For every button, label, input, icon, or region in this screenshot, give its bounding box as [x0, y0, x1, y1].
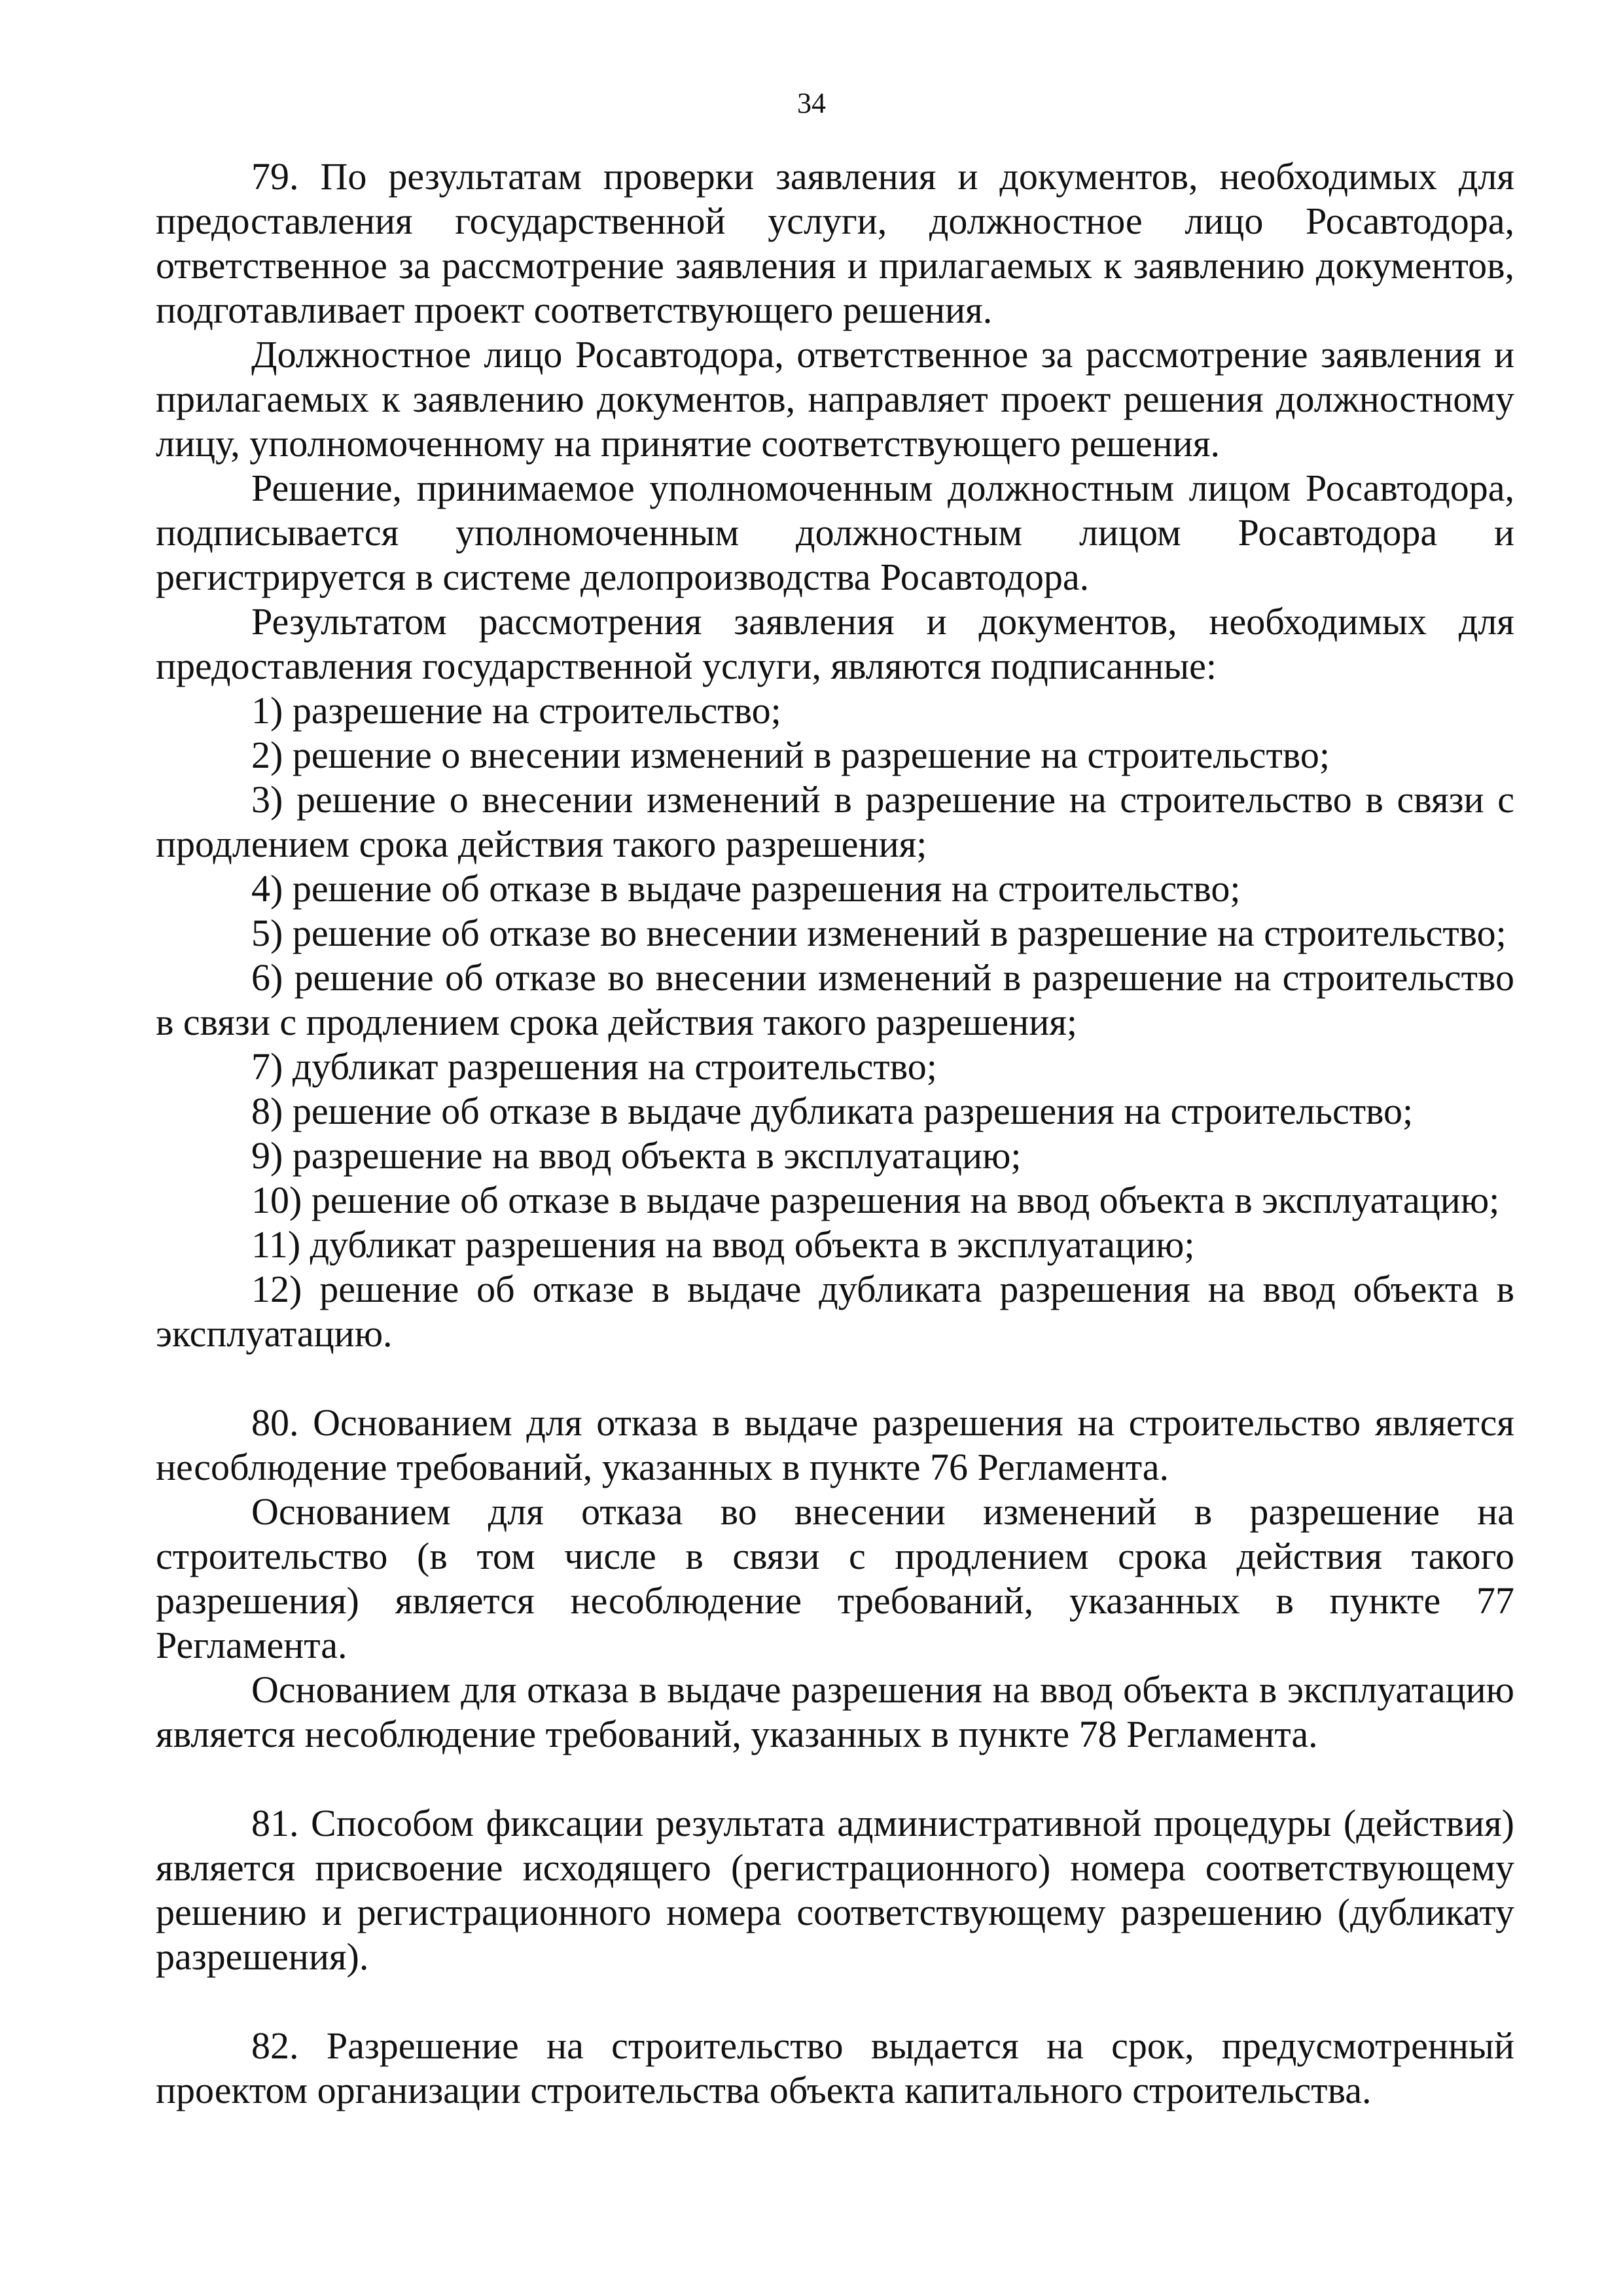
list-item: 6) решение об отказе во внесении изменений в разрешение на строительство в связи с продлением срока действия такого разрешения; [156, 956, 1514, 1043]
section-80 [156, 1401, 1514, 1757]
list-item: 8) решение об отказе в выдаче дубликата разрешения на строительство; [251, 1090, 1414, 1132]
list-item: 11) дубликат разрешения на ввод объекта в эксплуатацию; [251, 1223, 1195, 1266]
paragraph-79-2: Должностное лицо Росавтодора, ответственное за рассмотрение заявления и прилагаемых к заявлению документов, направляет проект решения должностному лицу, уполномоченному на принятие соответствующего решения. [156, 333, 1514, 465]
paragraph-79-4: Результатом рассмотрения заявления и документов, необходимых для предоставления государственной услуги, являются подписанные: [156, 600, 1514, 687]
paragraph-79-1: 79. По результатам проверки заявления и документов, необходимых для предоставления государственной услуги, должностное лицо Росавтодора, ответственное за рассмотрение заявления и прилагаемых к заявлению документов, подготавливает проект соответствующего решения. [156, 155, 1514, 331]
paragraph-81-1: 81. Способом фиксации результата административной процедуры (действия) является присвоение исходящего (регистрационного) номера соответствующему решению и регистрационного номера соответствующему разрешению (дубликату разрешения). [156, 1802, 1514, 1978]
section-82 [156, 2024, 1514, 2113]
paragraph-80-3: Основанием для отказа в выдаче разрешения на ввод объекта в эксплуатацию является несоблюдение требований, указанных в пункте 78 Регламента. [156, 1668, 1514, 1755]
paragraph-82-1: 82. Разрешение на строительство выдается на срок, предусмотренный проектом организации строительства объекта капитального строительства. [156, 2024, 1514, 2111]
section-gap [156, 1356, 1514, 1401]
list-item: 7) дубликат разрешения на строительство; [251, 1045, 937, 1088]
paragraph-79-3: Решение, принимаемое уполномоченным должностным лицом Росавтодора, подписывается уполномоченным должностным лицом Росавтодора и регистрируется в системе делопроизводства Росавтодора. [156, 467, 1514, 598]
results-list [156, 689, 1514, 1356]
paragraph-80-1: 80. Основанием для отказа в выдаче разрешения на строительство является несоблюдение требований, указанных в пункте 76 Регламента. [156, 1401, 1514, 1488]
paragraph-80-2: Основанием для отказа во внесении изменений в разрешение на строительство (в том числе в связи с продлением срока действия такого разрешения) является несоблюдение требований, указанных в пункте 77 Регламента. [156, 1490, 1514, 1666]
section-gap [156, 1757, 1514, 1801]
list-item: 10) решение об отказе в выдаче разрешения на ввод объекта в эксплуатацию; [251, 1179, 1500, 1221]
list-item: 2) решение о внесении изменений в разрешение на строительство; [251, 734, 1330, 776]
list-item: 3) решение о внесении изменений в разрешение на строительство в связи с продлением срока действия такого разрешения; [156, 778, 1514, 865]
list-item: 5) решение об отказе во внесении изменений в разрешение на строительство; [251, 912, 1507, 954]
section-81 [156, 1801, 1514, 1979]
section-gap [156, 1979, 1514, 2024]
document-body [156, 154, 1514, 2113]
page-number: 34 [797, 87, 826, 119]
list-item: 9) разрешение на ввод объекта в эксплуатацию; [251, 1134, 1022, 1177]
list-item: 12) решение об отказе в выдаче дубликата разрешения на ввод объекта в эксплуатацию. [156, 1268, 1514, 1355]
list-item: 1) разрешение на строительство; [251, 689, 781, 732]
list-item: 4) решение об отказе в выдаче разрешения на строительство; [251, 867, 1241, 910]
section-79 [156, 154, 1514, 1356]
